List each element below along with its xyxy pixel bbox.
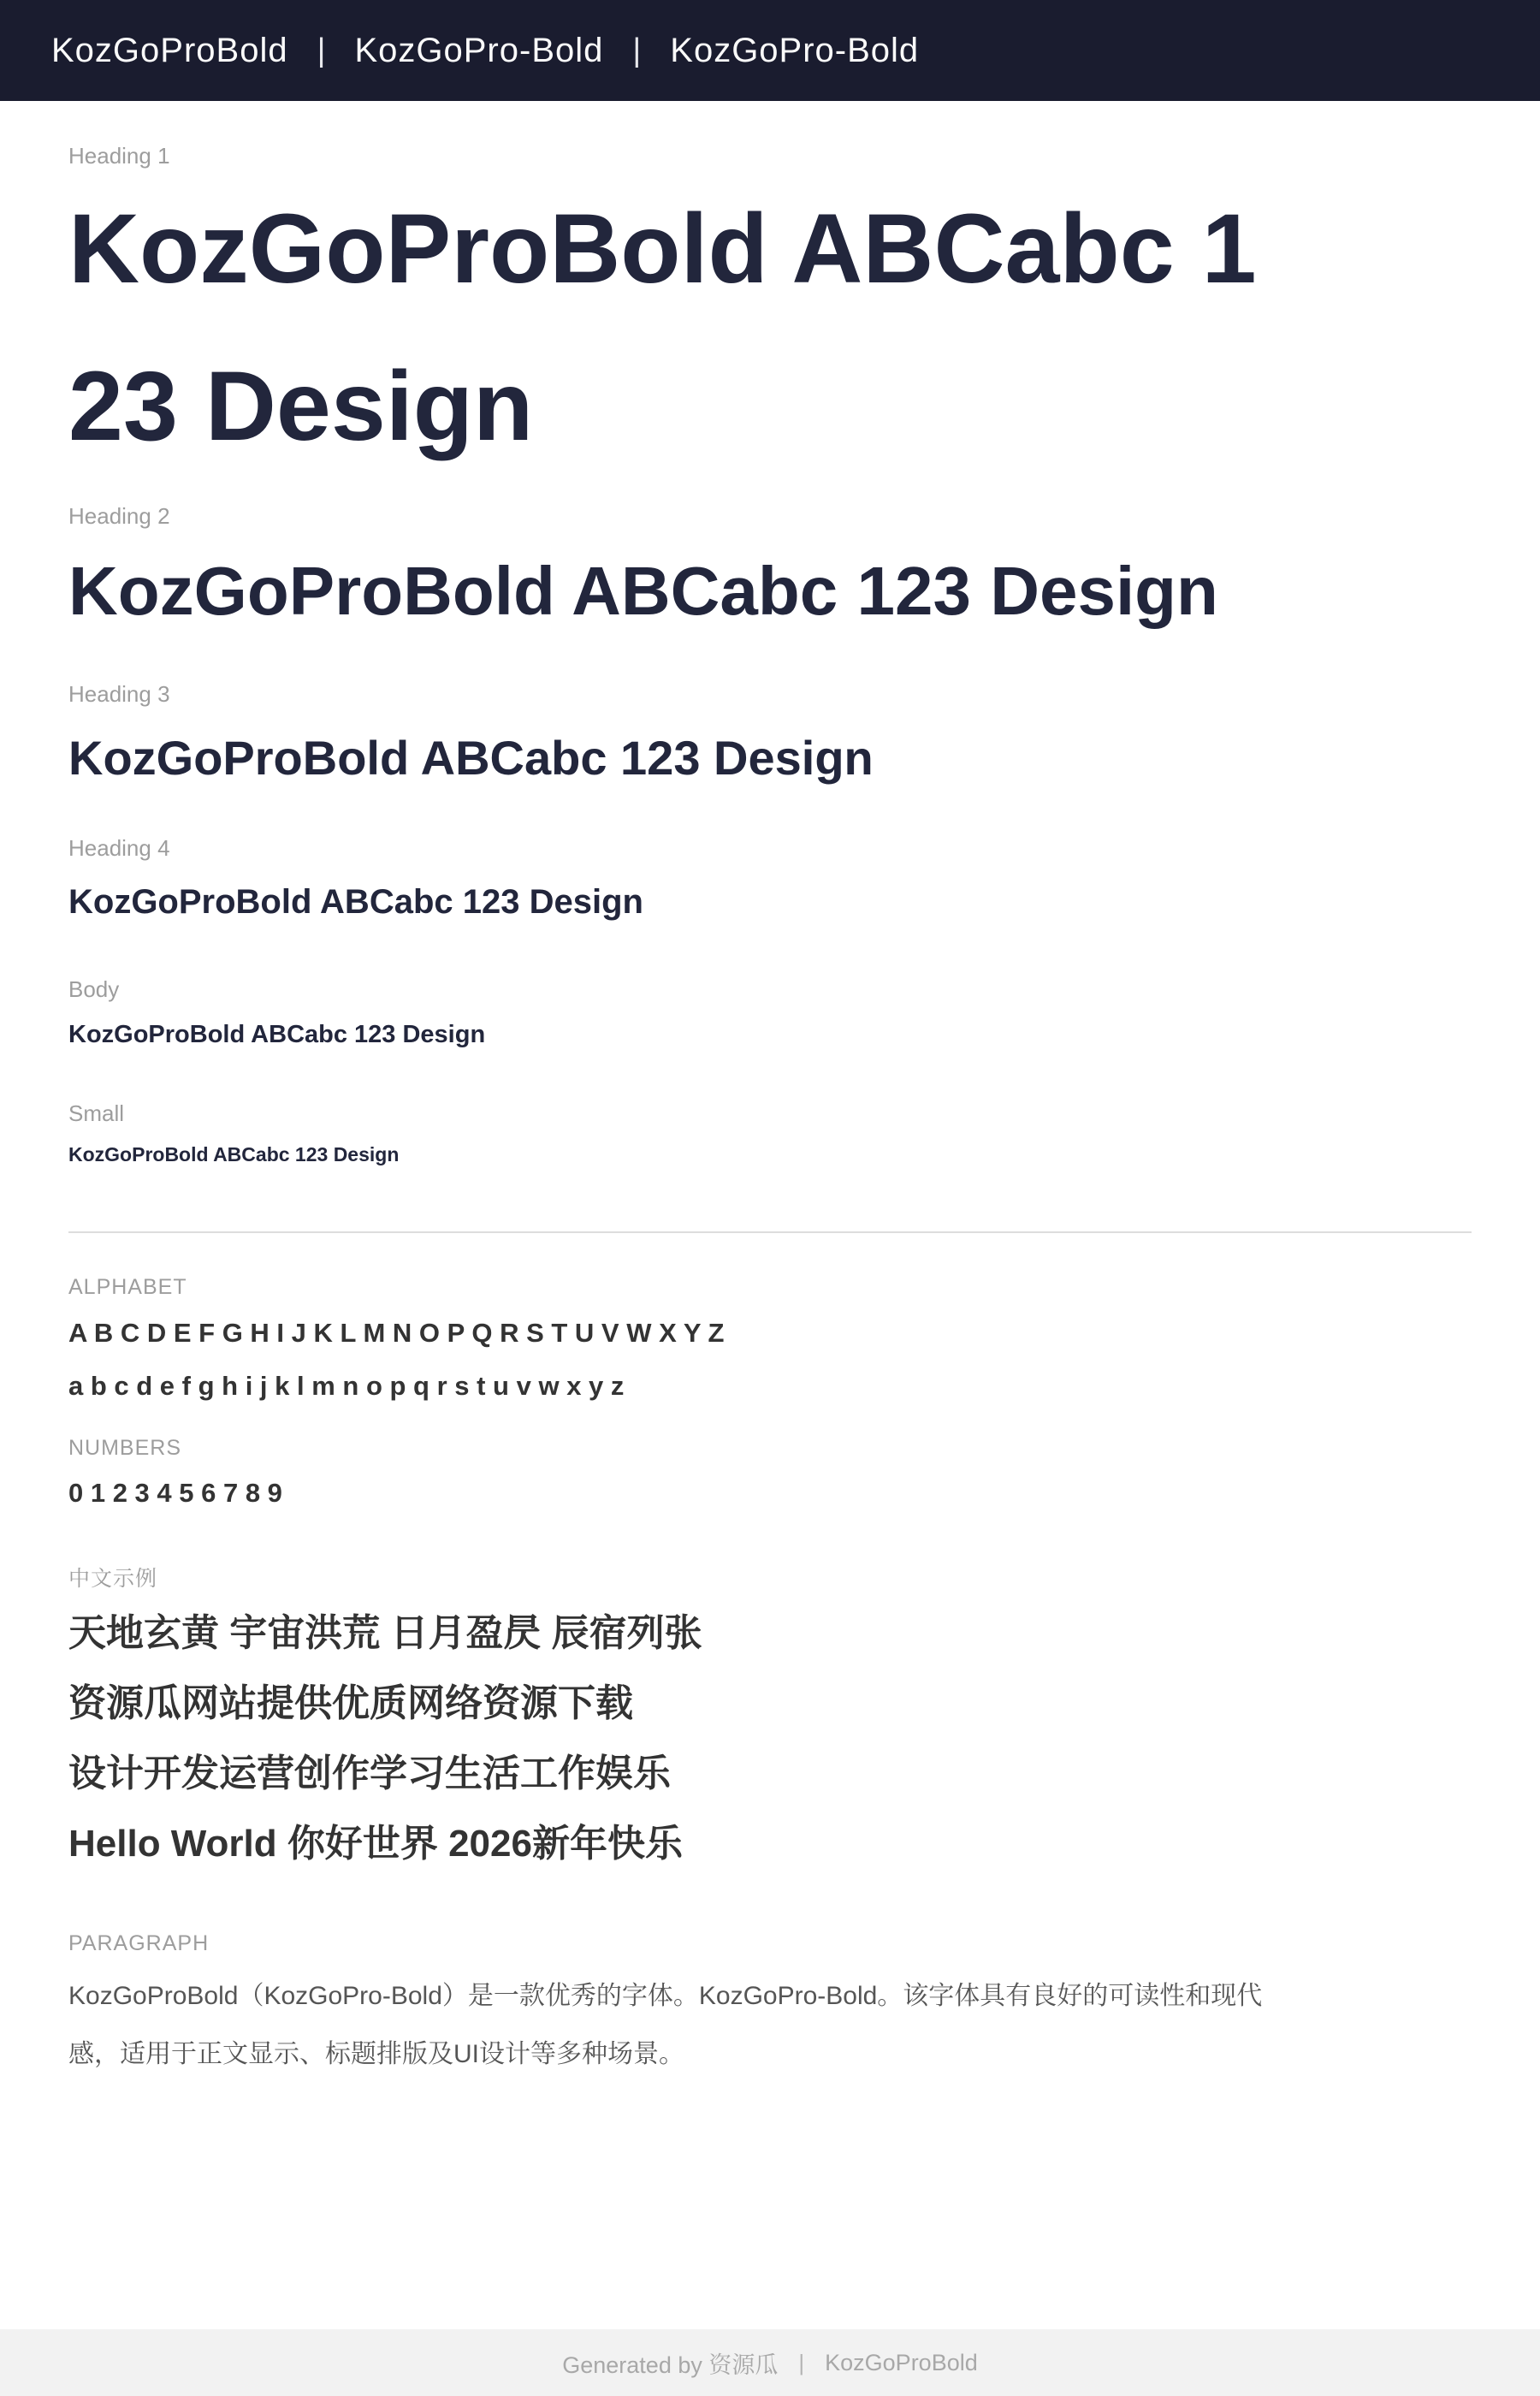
alphabet-section: [68, 1276, 1472, 1413]
paragraph-label: PARAGRAPH: [68, 1930, 210, 1955]
heading4-sample: KozGoProBold ABCabc 123 Design: [68, 882, 643, 921]
paragraph-sample: KozGoProBold（KozGoPro-Bold）是一款优秀的字体。KozGoPro-Bold。该字体具有良好的可读性和现代感，适用于正文显示、标题排版及UI设计等多种场景。: [68, 1982, 1263, 2069]
numbers-section: [68, 1437, 1472, 1521]
chinese-sample-line3: 设计开发运营创作学习生活工作娱乐: [68, 1752, 671, 1794]
numbers-label: NUMBERS: [68, 1435, 182, 1460]
footer-font-name: KozGoProBold: [825, 2349, 978, 2375]
alphabet-label: ALPHABET: [68, 1275, 187, 1300]
chinese-sample-label: 中文示例: [68, 1567, 158, 1592]
specimen-heading4: [68, 836, 1472, 922]
body-label: Body: [68, 976, 120, 1002]
heading3-sample: KozGoProBold ABCabc 123 Design: [68, 730, 874, 785]
chinese-sample-line4: Hello World 你好世界 2026新年快乐: [68, 1822, 683, 1865]
title-bar: [0, 0, 1540, 101]
heading3-label: Heading 3: [68, 681, 170, 708]
specimen-heading2: [68, 504, 1472, 633]
footer-separator: |: [798, 2349, 805, 2375]
alphabet-lowercase-row: a b c d e f g h i j k l m n o p q r s t u v w x y z: [68, 1370, 625, 1401]
chinese-sample-section: [68, 1568, 1472, 1879]
font-family-name: KozGoPro-Bold: [354, 31, 604, 69]
footer-generated-by: Generated by 资源瓜: [562, 2352, 779, 2378]
title-separator: |: [317, 32, 326, 68]
specimen-small: [68, 1101, 1472, 1166]
heading1-sample-line1: KozGoProBold ABCabc 1: [68, 193, 1257, 304]
body-sample: KozGoProBold ABCabc 123 Design: [68, 1021, 486, 1049]
small-sample: KozGoProBold ABCabc 123 Design: [68, 1142, 400, 1165]
font-display-name: KozGoProBold: [51, 31, 288, 69]
heading1-label: Heading 1: [68, 143, 170, 169]
heading1-sample: [68, 170, 1472, 485]
heading2-label: Heading 2: [68, 502, 170, 529]
numbers-row: 0 1 2 3 4 5 6 7 8 9: [68, 1478, 282, 1509]
title-separator: |: [632, 32, 642, 68]
chinese-sample-line2: 资源瓜网站提供优质网络资源下载: [68, 1681, 633, 1724]
font-postscript-name: KozGoPro-Bold: [670, 31, 920, 69]
specimen-content: [0, 101, 1540, 2084]
page-footer: [0, 2329, 1540, 2396]
paragraph-section: [68, 1932, 1472, 2085]
specimen-body: [68, 977, 1472, 1050]
specimen-heading1: [68, 144, 1472, 485]
heading4-label: Heading 4: [68, 834, 170, 861]
alphabet-uppercase-row: A B C D E F G H I J K L M N O P Q R S T U V W X Y Z: [68, 1317, 725, 1348]
specimen-heading3: [68, 682, 1472, 786]
section-divider: [68, 1231, 1472, 1233]
heading1-sample-line2: 23 Design: [68, 351, 534, 461]
small-label: Small: [68, 1100, 125, 1126]
heading2-sample: KozGoProBold ABCabc 123 Design: [68, 553, 1218, 630]
chinese-sample-line1: 天地玄黄 宇宙洪荒 日月盈昃 辰宿列张: [68, 1611, 702, 1654]
